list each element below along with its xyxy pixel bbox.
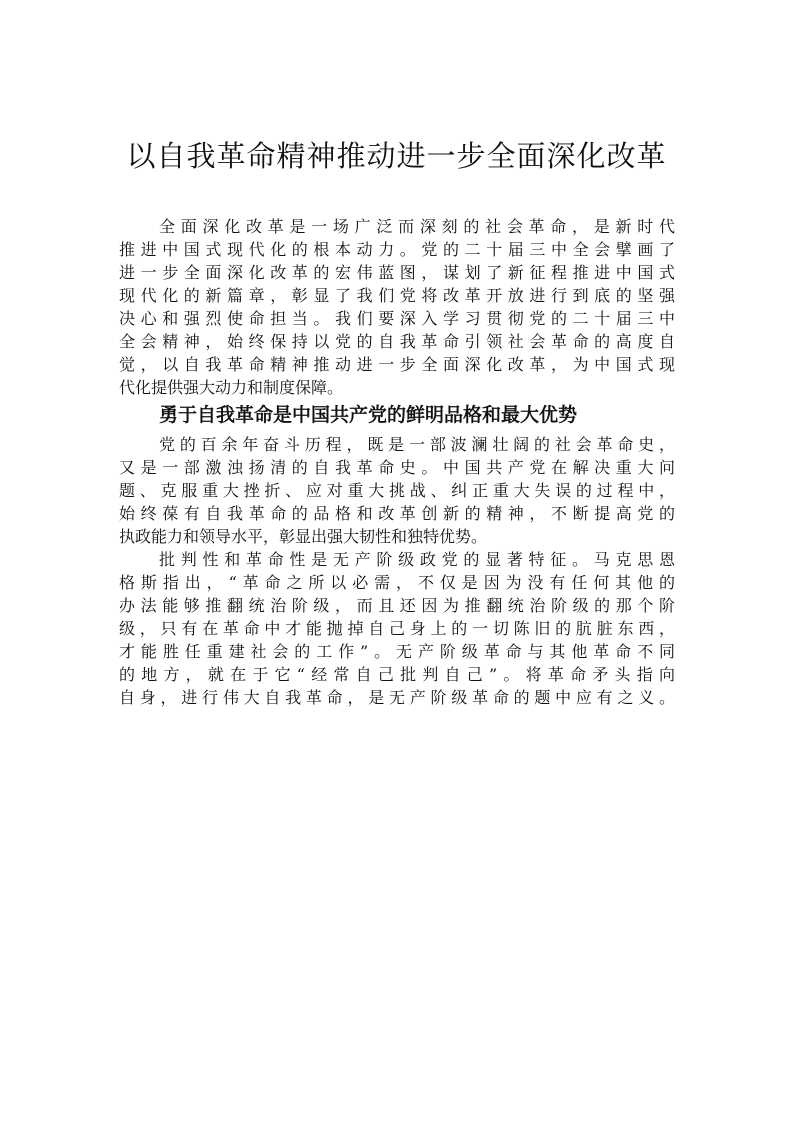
paragraph-line: 决心和强烈使命担当。我们要深入学习贯彻党的二十届三中 xyxy=(119,309,675,328)
paragraph-line: 推进中国式现代化的根本动力。党的二十届三中全会擘画了 xyxy=(119,240,675,259)
section-heading: 勇于自我革命是中国共产党的鲜明品格和最大优势 xyxy=(159,404,578,426)
intro-paragraph xyxy=(119,214,675,398)
paragraph-line: 全会精神，始终保持以党的自我革命引领社会革命的高度自 xyxy=(119,332,675,351)
paragraph-line: 又是一部激浊扬清的自我革命史。中国共产党在解决重大问 xyxy=(119,458,675,478)
paragraph-line: 自身，进行伟大自我革命，是无产阶级革命的题中应有之义。 xyxy=(119,688,675,708)
document-body xyxy=(119,214,675,708)
paragraph-line: 全面深化改革是一场广泛而深刻的社会革命，是新时代 xyxy=(159,217,675,236)
paragraph-line: 始终葆有自我革命的品格和改革创新的精神，不断提高党的 xyxy=(119,504,675,524)
paragraph-line: 代化提供强大动力和制度保障。 xyxy=(119,378,344,397)
paragraph-line: 觉，以自我革命精神推动进一步全面深化改革，为中国式现 xyxy=(119,355,675,374)
paragraph-line: 的地方，就在于它“经常自己批判自己”。将革命矛头指向 xyxy=(119,665,675,685)
paragraph-line: 进一步全面深化改革的宏伟蓝图，谋划了新征程推进中国式 xyxy=(119,263,675,282)
paragraph-line: 现代化的新篇章，彰显了我们党将改革开放进行到底的坚强 xyxy=(119,286,675,305)
section-paragraph-2 xyxy=(119,547,675,708)
paragraph-line: 批判性和革命性是无产阶级政党的显著特征。马克思恩 xyxy=(159,550,675,570)
document-title: 以自我革命精神推动进一步全面深化改革 xyxy=(126,139,667,173)
paragraph-line: 级，只有在革命中才能抛掉自己身上的一切陈旧的肮脏东西， xyxy=(119,619,675,639)
paragraph-line: 党的百余年奋斗历程，既是一部波澜壮阔的社会革命史， xyxy=(159,435,675,455)
paragraph-line: 格斯指出，“革命之所以必需，不仅是因为没有任何其他的 xyxy=(119,573,675,593)
paragraph-line: 办法能够推翻统治阶级，而且还因为推翻统治阶级的那个阶 xyxy=(119,596,675,616)
section-paragraph-1 xyxy=(119,432,675,547)
paragraph-line: 才能胜任重建社会的工作”。无产阶级革命与其他革命不同 xyxy=(119,642,675,662)
paragraph-line: 执政能力和领导水平，彰显出强大韧性和独特优势。 xyxy=(119,527,488,547)
paragraph-line: 题、克服重大挫折、应对重大挑战、纠正重大失误的过程中， xyxy=(119,481,675,501)
